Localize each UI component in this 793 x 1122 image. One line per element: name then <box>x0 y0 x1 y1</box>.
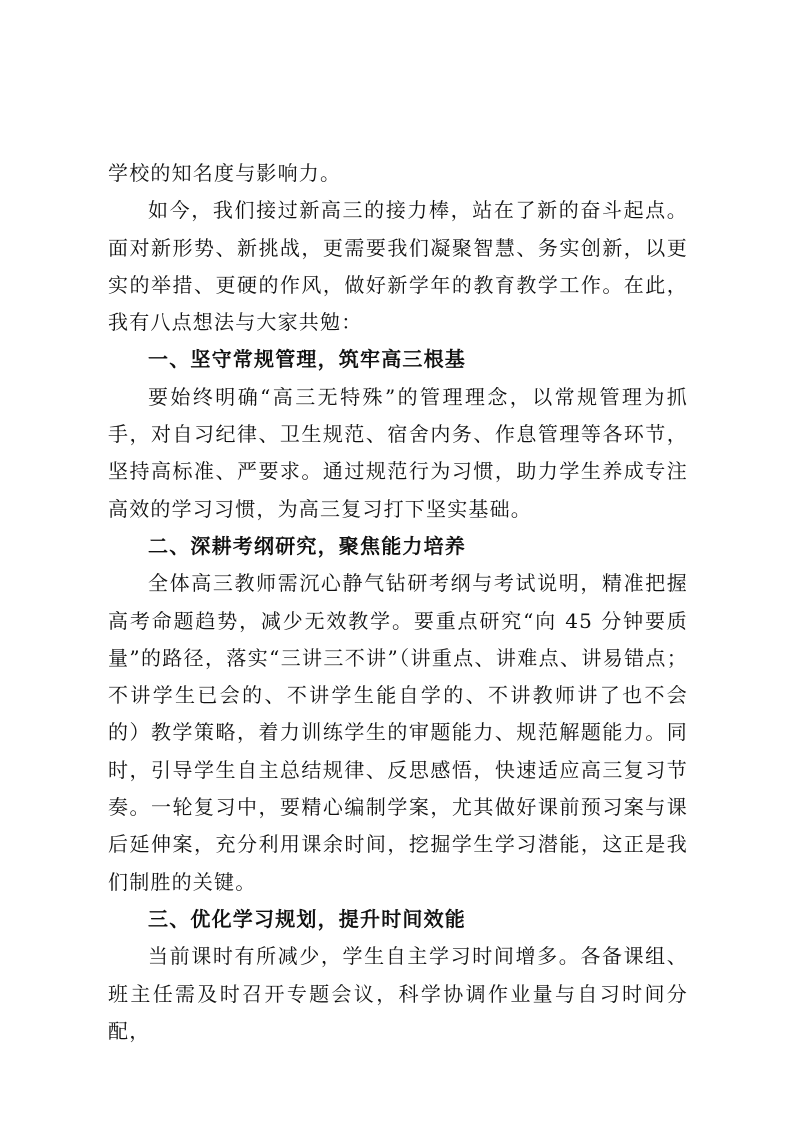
paragraph-continuation: 学校的知名度与影响力。 <box>108 161 342 185</box>
section-heading-1: 一、坚守常规管理，筑牢高三根基 <box>148 347 466 372</box>
section-heading-2: 二、深耕考纲研究，聚焦能力培养 <box>148 533 466 558</box>
document-body <box>108 155 688 1050</box>
paragraph-section-2: 全体高三教师需沉心静气钻研考纲与考试说明，精准把握高考命题趋势，减少无效教学。要重点研究“向 45 分钟要质量”的路径，落实“三讲三不讲”（讲重点、讲难点、讲易错点；不讲学生已会的、不讲学生能自学的、不讲教师讲了也不会的）教学策略，着力训练学生的审题能力、规范解题能力。同时，引导学生自主总结规律、反思感悟，快速适应高三复习节奏。一轮复习中，要精心编制学案，尤其做好课前预习案与课后延伸案，充分利用课余时间，挖掘学生学习潜能，这正是我们制胜的关键。 <box>108 571 688 894</box>
section-heading-3: 三、优化学习规划，提升时间效能 <box>148 906 466 931</box>
paragraph-section-1: 要始终明确“高三无特殊”的管理理念，以常规管理为抓手，对自习纪律、卫生规范、宿舍内务、作息管理等各环节，坚持高标准、严要求。通过规范行为习惯，助力学生养成专注高效的学习习惯，为高三复习打下坚实基础。 <box>108 384 688 521</box>
paragraph-section-3: 当前课时有所减少，学生自主学习时间增多。各备课组、班主任需及时召开专题会议，科学协调作业量与自习时间分配， <box>108 944 688 1043</box>
paragraph-intro: 如今，我们接过新高三的接力棒，站在了新的奋斗起点。面对新形势、新挑战，更需要我们凝聚智慧、务实创新，以更实的举措、更硬的作风，做好新学年的教育教学工作。在此，我有八点想法与大家共勉： <box>108 198 688 335</box>
